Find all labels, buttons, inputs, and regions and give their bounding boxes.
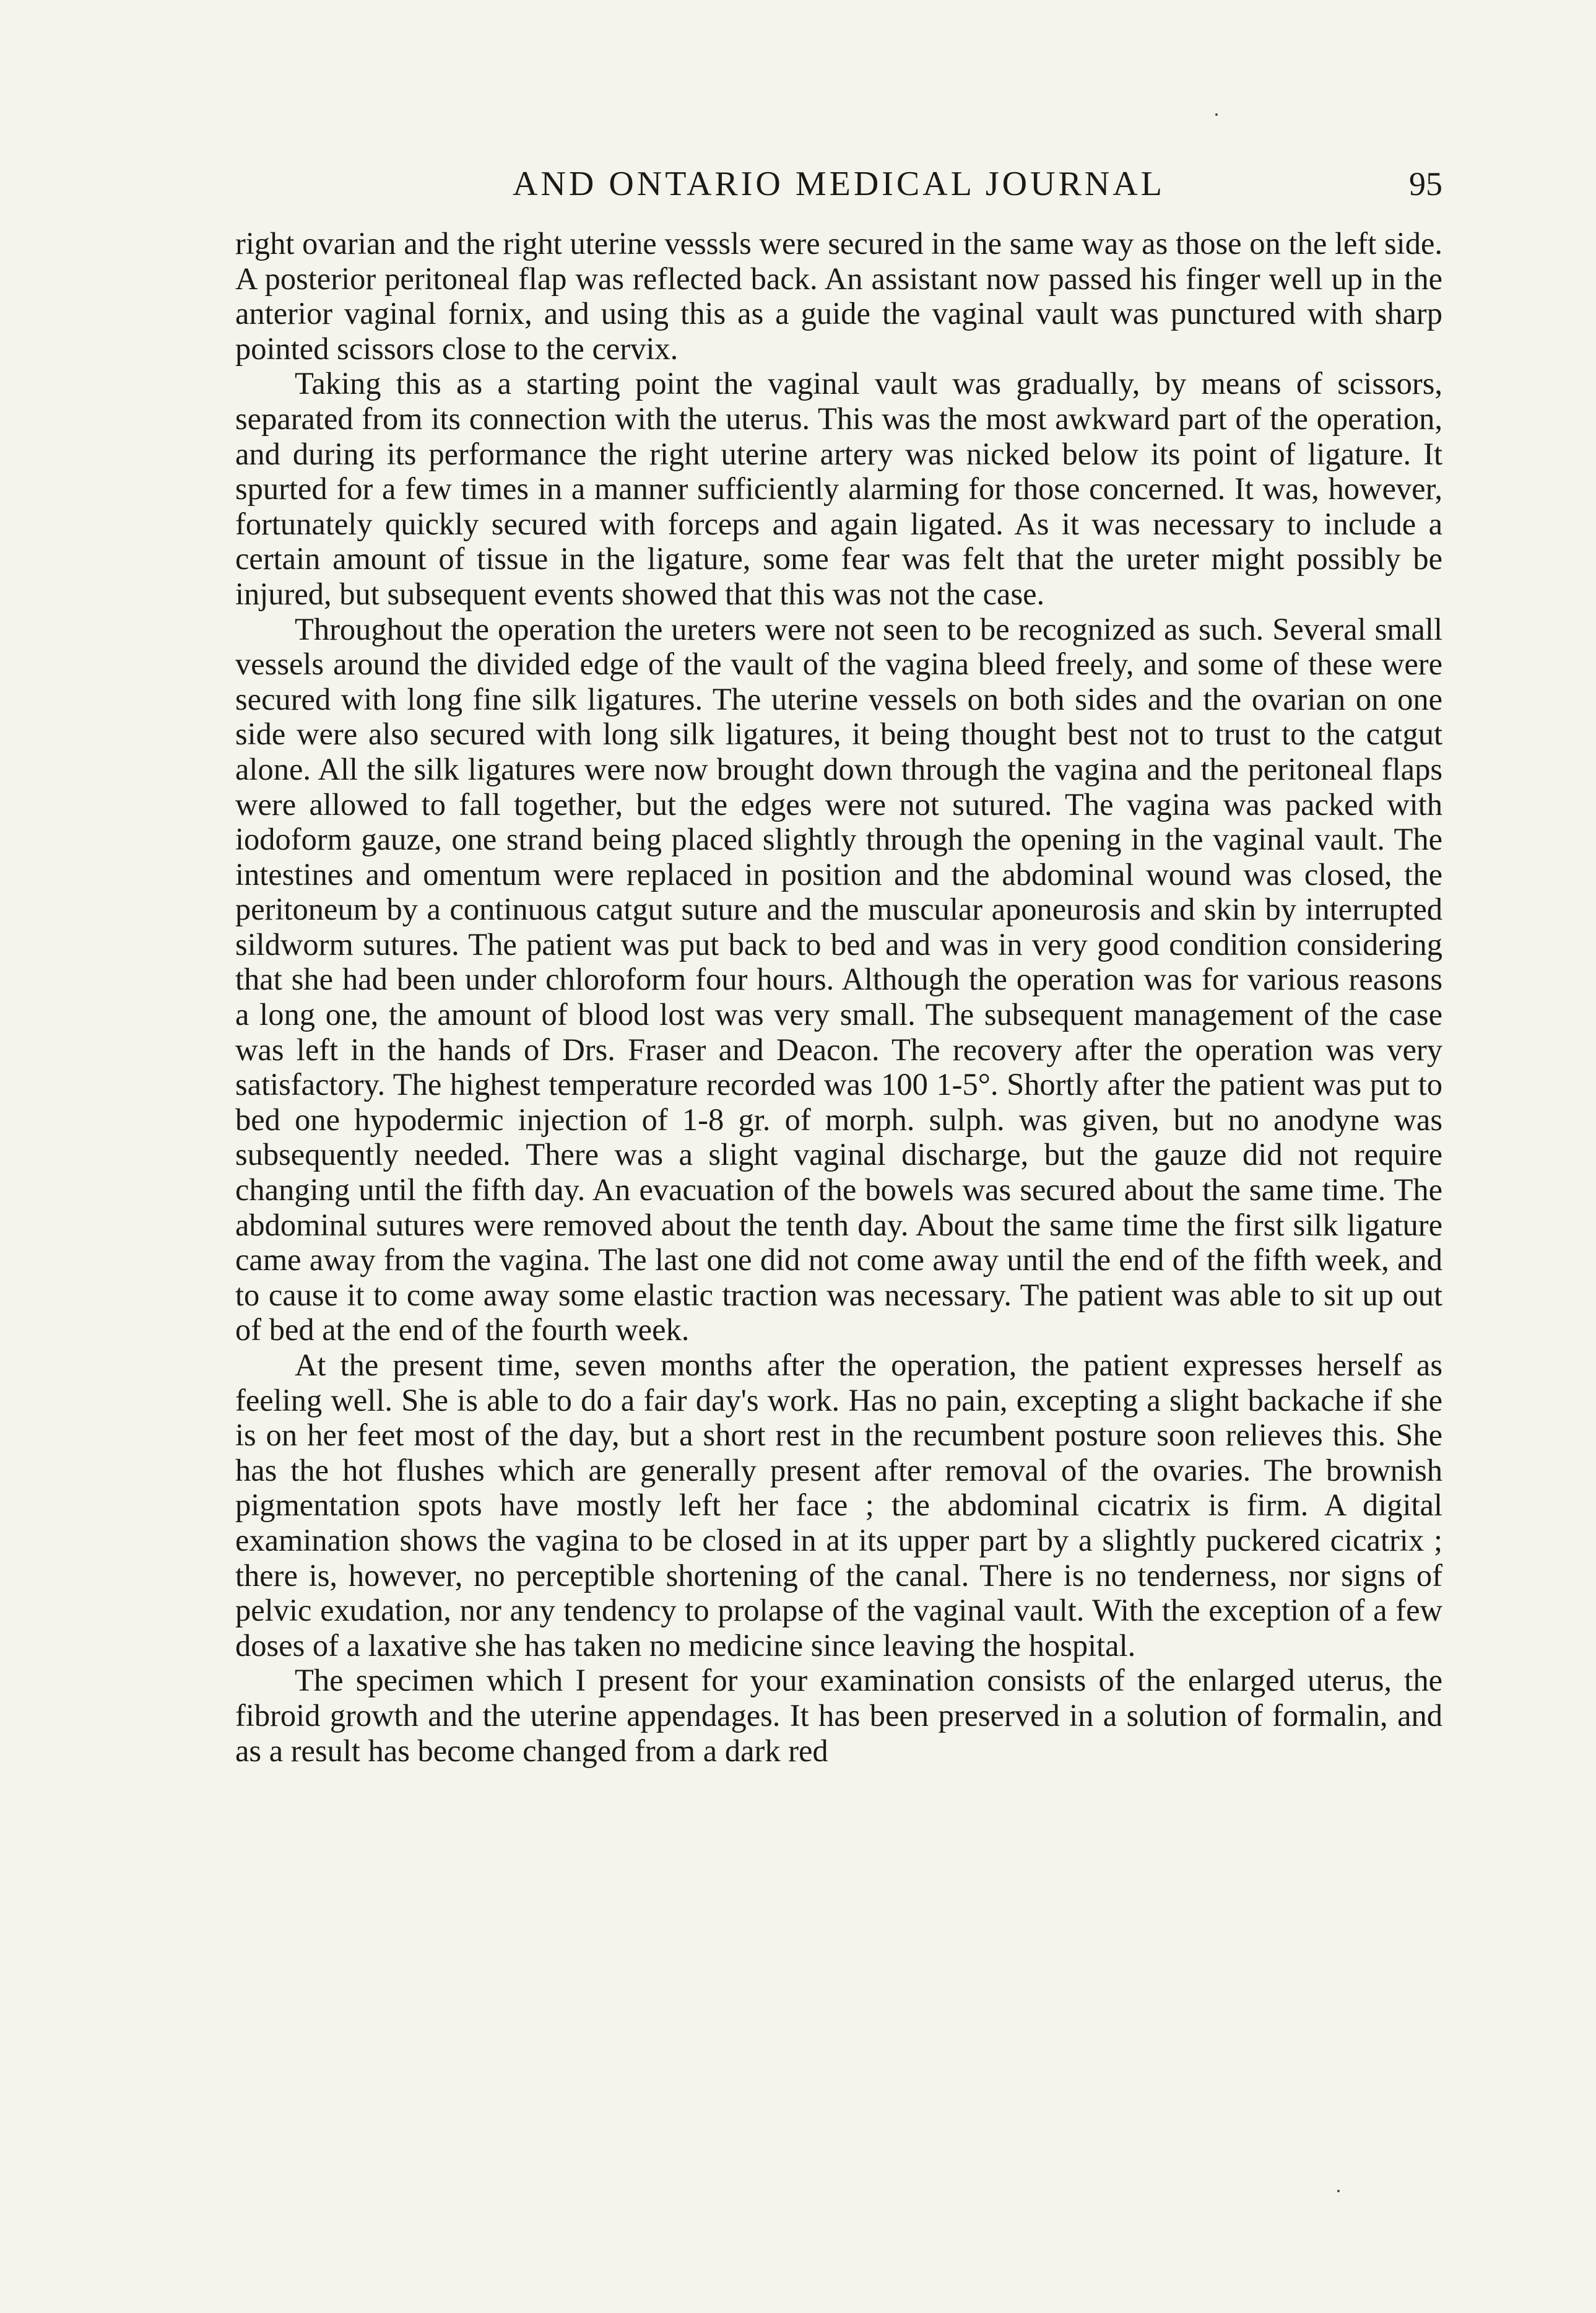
article-body — [235, 226, 1442, 1768]
paragraph-vaginal-vault: Taking this as a starting point the vaginal vault was gradually, by means of scissors, separated from its connection with the uterus. This was the most awkward part of the operation, and during its performance the right uterine artery was nicked below its point of ligature. It spurted for a few times in a manner sufficiently alarming for those concerned. It was, however, fortunately quickly secured with forceps and again ligated. As it was necessary to include a certain amount of tissue in the ligature, some fear was felt that the ureter might possibly be injured, but subsequent events showed that this was not the case. — [235, 366, 1442, 611]
paragraph-present-condition: At the present time, seven months after the operation, the patient expresses herself as feeling well. She is able to do a fair day's work. Has no pain, excepting a slight backache if she is on her feet most of the day, but a short rest in the recumbent posture soon relieves this. She has the hot flushes which are generally present after removal of the ovaries. The brownish pigmentation spots have mostly left her face ; the abdominal cicatrix is firm. A digital examination shows the vagina to be closed in at its upper part by a slightly puckered cicatrix ; there is, however, no perceptible shortening of the canal. There is no tenderness, nor signs of pelvic exudation, nor any tendency to prolapse of the vaginal vault. With the exception of a few doses of a laxative she has taken no medicine since leaving the hospital. — [235, 1348, 1442, 1663]
paragraph-operation-course: Throughout the operation the ureters were not seen to be recognized as such. Several small vessels around the divided edge of the vault of the vagina bleed freely, and some of these were secured with long fine silk ligatures. The uterine vessels on both sides and the ovarian on one side were also secured with long silk ligatures, it being thought best not to trust to the catgut alone. All the silk ligatures were now brought down through the vagina and the peritoneal flaps were allowed to fall together, but the edges were not sutured. The vagina was packed with iodoform gauze, one strand being placed slightly through the opening in the vaginal vault. The intestines and omentum were replaced in position and the abdominal wound was closed, the peritoneum by a continuous catgut suture and the muscular aponeurosis and skin by interrupted sildworm sutures. The patient was put back to bed and was in very good condition considering that she had been under chloroform four hours. Although the operation was for various reasons a long one, the amount of blood lost was very small. The subsequent management of the case was left in the hands of Drs. Fraser and Deacon. The recovery after the operation was very satisfactory. The highest temperature recorded was 100 1-5°. Shortly after the patient was put to bed one hypodermic injection of 1-8 gr. of morph. sulph. was given, but no anodyne was subsequently needed. There was a slight vaginal discharge, but the gauze did not require changing until the fifth day. An evacuation of the bowels was secured about the same time. The abdominal sutures were removed about the tenth day. About the same time the first silk ligature came away from the vagina. The last one did not come away until the end of the fifth week, and to cause it to come away some elastic traction was necessary. The patient was able to sit up out of bed at the end of the fourth week. — [235, 611, 1442, 1348]
journal-title: AND ONTARIO MEDICAL JOURNAL — [513, 165, 1165, 203]
page-number: 95 — [1409, 165, 1442, 203]
paragraph-continuation: right ovarian and the right uterine vesssls were secured in the same way as those on the left side. A posterior peritoneal flap was reflected back. An assistant now passed his finger well up in the anterior vaginal fornix, and using this as a guide the vaginal vault was punctured with sharp pointed scissors close to the cervix. — [235, 226, 1442, 366]
print-speck — [1215, 113, 1218, 116]
paragraph-specimen: The specimen which I present for your examination consists of the enlarged uterus, the fibroid growth and the uterine appendages. It has been preserved in a solution of formalin, and as a result has become changed from a dark red — [235, 1663, 1442, 1768]
running-head — [235, 162, 1442, 206]
print-speck — [1337, 2190, 1340, 2192]
